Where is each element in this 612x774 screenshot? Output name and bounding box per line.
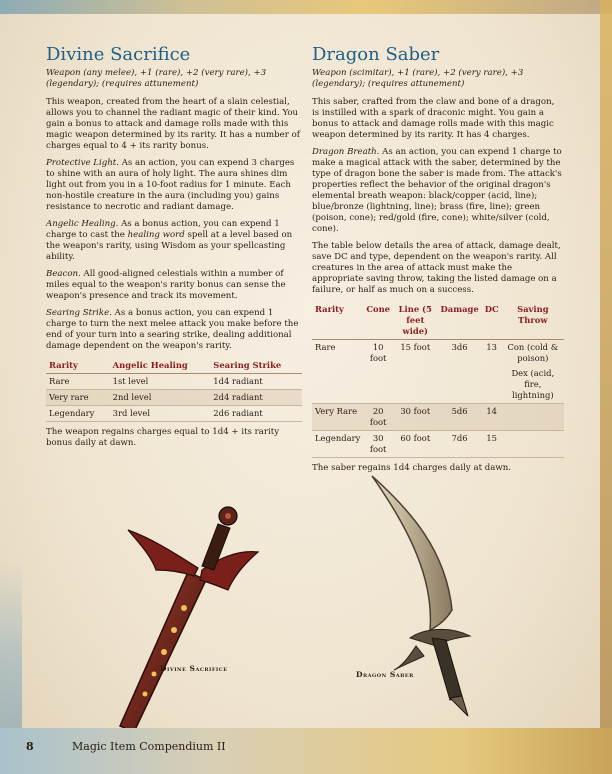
table-cell: Legendary	[312, 431, 363, 458]
spell-name: healing word	[127, 230, 185, 240]
table-cell: Rare	[312, 340, 363, 404]
ability-name: Beacon.	[46, 269, 81, 279]
ability-name: Protective Light.	[46, 158, 119, 168]
angelic-healing-paragraph	[46, 219, 302, 263]
table-header: Saving Throw	[502, 302, 564, 340]
table-cell: 60 foot	[393, 431, 438, 458]
table-cell: 15	[482, 431, 502, 458]
dragon-saber-table-intro: The table below details the area of attack, damage dealt, save DC and type, dependent on the weapon's rarity. All creatures in the area of attack must make the appropriate saving throw, taking the listed damage on a failure, or half as much on a success.	[312, 241, 561, 295]
table-header: DC	[482, 302, 502, 340]
table-cell: 13	[482, 340, 502, 404]
divine-sacrifice-intro: This weapon, created from the heart of a slain celestial, allows you to channel the radiant magic of their kind. You gain a bonus to attack and damage rolls made with this magic weapon determined by its rarity. It has a number of charges equal to 4 + its rarity bonus.	[46, 97, 300, 151]
table-cell: Rare	[46, 374, 110, 390]
saving-throw-dex: Dex (acid, fire, lightning)	[511, 368, 555, 400]
table-header-row	[312, 302, 564, 340]
table-header: Rarity	[312, 302, 363, 340]
table-header: Line (5 feet wide)	[393, 302, 438, 340]
page-number: 8	[26, 740, 34, 753]
table-header: Searing Strike	[210, 358, 302, 374]
ability-name: Angelic Healing.	[46, 219, 119, 229]
searing-strike-paragraph	[46, 308, 302, 352]
table-cell: 20 foot	[363, 404, 393, 431]
table-cell: 1st level	[110, 374, 211, 390]
divine-sacrifice-title: Divine Sacrifice	[46, 44, 191, 65]
table-row	[312, 431, 564, 458]
divine-sacrifice-subtitle: Weapon (any melee), +1 (rare), +2 (very rare), +3 (legendary); (requires attunement)	[46, 68, 267, 89]
page-top-edge	[0, 0, 612, 14]
ability-name: Searing Strike.	[46, 308, 112, 318]
table-row	[46, 390, 302, 406]
table-header: Angelic Healing	[110, 358, 211, 374]
divine-sacrifice-caption: Divine Sacrifice	[160, 664, 228, 673]
table-header: Damage	[438, 302, 482, 340]
beacon-paragraph	[46, 269, 302, 302]
bone-saber-icon	[350, 470, 510, 720]
table-cell: 2d6 radiant	[210, 406, 302, 422]
table-cell: 10 foot	[363, 340, 393, 404]
table-header-row	[46, 358, 302, 374]
table-row	[46, 374, 302, 390]
table-cell	[502, 404, 564, 431]
table-header: Cone	[363, 302, 393, 340]
dragon-saber-table	[312, 302, 564, 458]
table-cell: 2d4 radiant	[210, 390, 302, 406]
table-cell: 2nd level	[110, 390, 211, 406]
ability-text: As a bonus action, you can expend 1 charge to turn the next melee attack you make before the end of your turn into a searing strike, dealing additional damage dependent on the weapon's rarity.	[46, 308, 299, 351]
table-cell	[502, 340, 564, 404]
table-cell: 5d6	[438, 404, 482, 431]
page-right-edge	[600, 0, 612, 774]
ability-text: All good-aligned celestials within a number of miles equal to the weapon's rarity bonus can sense the weapon's presence and track its movement.	[46, 269, 286, 301]
ability-text: As an action, you can expend 3 charges to shine with an aura of holy light. The aura shines dim light out from you in a 10-foot radius for 1 minute. Each non-hostile creature in the aura (including you) gains resistance to necrotic and radiant damage.	[46, 158, 295, 212]
table-cell: Very rare	[46, 390, 110, 406]
dragon-saber-title: Dragon Saber	[312, 44, 440, 65]
dragon-saber-column	[312, 44, 564, 480]
table-cell: 7d6	[438, 431, 482, 458]
table-cell: 3rd level	[110, 406, 211, 422]
dragon-breath-paragraph	[312, 147, 564, 235]
table-cell: 1d4 radiant	[210, 374, 302, 390]
table-header: Rarity	[46, 358, 110, 374]
table-cell: Very Rare	[312, 404, 363, 431]
table-cell: 14	[482, 404, 502, 431]
dragon-saber-intro: This saber, crafted from the claw and bone of a dragon, is instilled with a spark of draconic might. You gain a bonus to attack and damage rolls made with this magic weapon determined by its rarity. It has 4 charges.	[312, 97, 555, 140]
dragon-saber-subtitle: Weapon (scimitar), +1 (rare), +2 (very rare), +3 (legendary); (requires attunement)	[312, 68, 524, 89]
divine-sacrifice-column	[46, 44, 302, 455]
table-row	[46, 406, 302, 422]
table-cell: Legendary	[46, 406, 110, 422]
table-cell: 15 foot	[393, 340, 438, 404]
table-row	[312, 340, 564, 404]
divine-sacrifice-recharge: The weapon regains charges equal to 1d4 + its rarity bonus daily at dawn.	[46, 427, 280, 448]
dragon-saber-recharge: The saber regains 1d4 charges daily at dawn.	[312, 463, 512, 473]
saving-throw-con: Con (cold & poison)	[507, 342, 559, 363]
protective-light-paragraph	[46, 158, 302, 213]
ability-text: As an action, you can expend 1 charge to make a magical attack with the saber, determined by the type of dragon bone the saber is made from. The attack's properties reflect the behavior of the original dragon's elemental breath weapon: black/copper (acid, line); blue/bronze (lightning, line); brass (fire, line); green (poison, cone); red/gold (fire, cone); white/silver (cold, cone).	[312, 147, 562, 234]
table-cell: 30 foot	[393, 404, 438, 431]
divine-sacrifice-table	[46, 358, 302, 422]
ability-name: Dragon Breath.	[312, 147, 380, 157]
ability-text: As a bonus action, you can expend 1 charge to cast the	[46, 219, 280, 240]
winged-sword-icon	[90, 480, 280, 740]
table-row	[312, 404, 564, 431]
book-title: Magic Item Compendium II	[72, 740, 226, 753]
table-cell	[502, 431, 564, 458]
dragon-saber-caption: Dragon Saber	[356, 670, 414, 679]
table-cell: 30 foot	[363, 431, 393, 458]
table-cell: 3d6	[438, 340, 482, 404]
ability-text: spell at a level based on the weapon's rarity, using Wisdom as your spellcasting ability.	[46, 230, 293, 262]
